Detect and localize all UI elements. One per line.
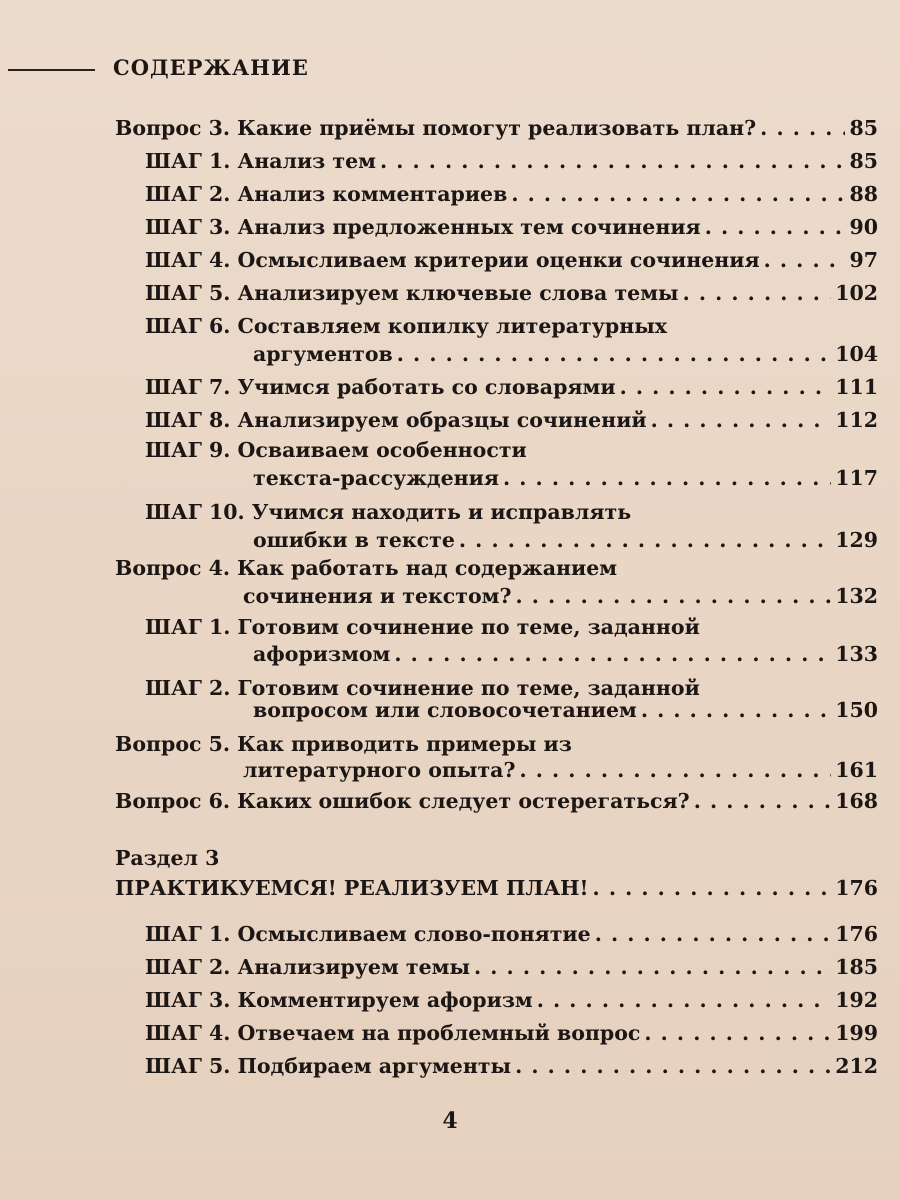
toc-entry-label: ШАГ 7. Учимся работать со словарями xyxy=(145,375,616,399)
toc-page-number: 176 xyxy=(835,876,878,900)
toc-leader-dots xyxy=(515,1050,831,1082)
toc-entry-label: ШАГ 1. Осмысливаем слово-понятие xyxy=(145,922,591,946)
toc-entry xyxy=(115,785,878,817)
toc-entry xyxy=(145,178,878,210)
toc-entry xyxy=(145,1050,878,1082)
toc-page-number: 132 xyxy=(835,584,878,608)
toc-page-number: 150 xyxy=(835,698,878,722)
toc-entry xyxy=(145,277,878,309)
toc-page-number: 90 xyxy=(849,215,878,239)
toc-page-number: 199 xyxy=(835,1021,878,1045)
toc-entry-label: ШАГ 4. Осмысливаем критерии оценки сочинения xyxy=(145,248,760,272)
toc-page-number: 111 xyxy=(835,375,878,399)
toc-leader-dots xyxy=(651,404,832,436)
toc-section-entry xyxy=(115,872,878,904)
toc-page-number: 161 xyxy=(835,758,878,782)
toc-leader-dots xyxy=(705,211,846,243)
toc-entry xyxy=(253,462,878,494)
toc-page-number: 85 xyxy=(849,149,878,173)
toc-entry xyxy=(145,404,878,436)
toc-entry-label-line2: аргументов xyxy=(253,342,393,366)
toc-leader-dots xyxy=(394,638,831,670)
toc-page-number: 97 xyxy=(849,248,878,272)
toc-entry-label: Вопрос 6. Каких ошибок следует остерегаться? xyxy=(115,789,690,813)
toc-entry xyxy=(253,694,878,726)
toc-leader-dots xyxy=(644,1017,831,1049)
toc-entry-label-line1: Вопрос 4. Как работать над содержанием xyxy=(115,556,618,580)
toc-page-number: 212 xyxy=(835,1054,878,1078)
toc-leader-dots xyxy=(683,277,832,309)
toc-entry-label-line2: вопросом или словосочетанием xyxy=(253,698,637,722)
toc-page-number: 176 xyxy=(835,922,878,946)
toc-page-number: 85 xyxy=(849,116,878,140)
toc-leader-dots xyxy=(511,178,845,210)
toc-entry-label-line2: ошибки в тексте xyxy=(253,528,455,552)
toc-entry-label-line2: текста-рассуждения xyxy=(253,466,499,490)
toc-page-number: 104 xyxy=(835,342,878,366)
toc-entry-label-line2: сочинения и текстом? xyxy=(243,584,512,608)
toc-leader-dots xyxy=(764,244,846,276)
header-rule xyxy=(8,69,95,71)
toc-page-number: 133 xyxy=(835,642,878,666)
toc-entry xyxy=(253,638,878,670)
toc-leader-dots xyxy=(760,112,845,144)
toc-entry-label: ШАГ 5. Анализируем ключевые слова темы xyxy=(145,281,679,305)
toc-entry-label-line2: афоризмом xyxy=(253,642,391,666)
toc-entry-label: ШАГ 4. Отвечаем на проблемный вопрос xyxy=(145,1021,641,1045)
section-title: ПРАКТИКУЕМСЯ! РЕАЛИЗУЕМ ПЛАН! xyxy=(115,876,589,900)
toc-leader-dots xyxy=(620,371,832,403)
toc-entry-label-line1: Вопрос 5. Как приводить примеры из xyxy=(115,732,572,756)
toc-entry-label: ШАГ 3. Комментируем афоризм xyxy=(145,988,533,1012)
toc-entry xyxy=(253,338,878,370)
toc-entry xyxy=(115,112,878,144)
toc-leader-dots xyxy=(397,338,831,370)
toc-entry-label: ШАГ 2. Анализ комментариев xyxy=(145,182,508,206)
toc-entry xyxy=(145,244,878,276)
toc-entry-label: Вопрос 3. Какие приёмы помогут реализовать план? xyxy=(115,116,757,140)
toc-entry-label-line1: ШАГ 9. Осваиваем особенности xyxy=(145,438,527,462)
toc-leader-dots xyxy=(595,918,832,950)
toc-entry-label: ШАГ 2. Анализируем темы xyxy=(145,955,470,979)
toc-entry xyxy=(145,918,878,950)
toc-leader-dots xyxy=(641,694,831,726)
toc-leader-dots xyxy=(474,951,831,983)
toc-entry-label: ШАГ 5. Подбираем аргументы xyxy=(145,1054,512,1078)
toc-entry xyxy=(145,371,878,403)
toc-leader-dots xyxy=(380,145,846,177)
toc-page-number: 185 xyxy=(835,955,878,979)
toc-leader-dots xyxy=(593,872,832,904)
toc-entry-label: ШАГ 1. Анализ тем xyxy=(145,149,376,173)
toc-entry-label-line1: ШАГ 2. Готовим сочинение по теме, заданной xyxy=(145,676,700,700)
toc-entry xyxy=(145,984,878,1016)
page-folio-number: 4 xyxy=(442,1108,458,1134)
toc-entry xyxy=(145,951,878,983)
toc-page-number: 102 xyxy=(835,281,878,305)
section-label: Раздел 3 xyxy=(115,846,220,870)
toc-page-number: 117 xyxy=(835,466,878,490)
toc-leader-dots xyxy=(515,580,831,612)
toc-leader-dots xyxy=(694,785,832,817)
toc-page-number: 112 xyxy=(835,408,878,432)
toc-page-number: 129 xyxy=(835,528,878,552)
toc-entry-label-line2: литературного опыта? xyxy=(243,758,516,782)
toc-entry-label-line1: ШАГ 10. Учимся находить и исправлять xyxy=(145,500,632,524)
toc-entry xyxy=(243,754,878,786)
toc-leader-dots xyxy=(503,462,831,494)
toc-entry xyxy=(243,580,878,612)
toc-entry xyxy=(145,145,878,177)
page-title: СОДЕРЖАНИЕ xyxy=(113,55,309,80)
toc-page-number: 88 xyxy=(849,182,878,206)
toc-entry xyxy=(145,211,878,243)
toc-leader-dots xyxy=(519,754,831,786)
toc-page-number: 192 xyxy=(835,988,878,1012)
toc-page-number: 168 xyxy=(835,789,878,813)
toc-entry-label: ШАГ 8. Анализируем образцы сочинений xyxy=(145,408,647,432)
toc-entry xyxy=(145,1017,878,1049)
page-header xyxy=(0,55,900,85)
toc-entry-label-line1: ШАГ 1. Готовим сочинение по теме, заданной xyxy=(145,615,700,639)
toc-leader-dots xyxy=(537,984,831,1016)
toc-entry-label-line1: ШАГ 6. Составляем копилку литературных xyxy=(145,314,667,338)
toc-entry-label: ШАГ 3. Анализ предложенных тем сочинения xyxy=(145,215,701,239)
